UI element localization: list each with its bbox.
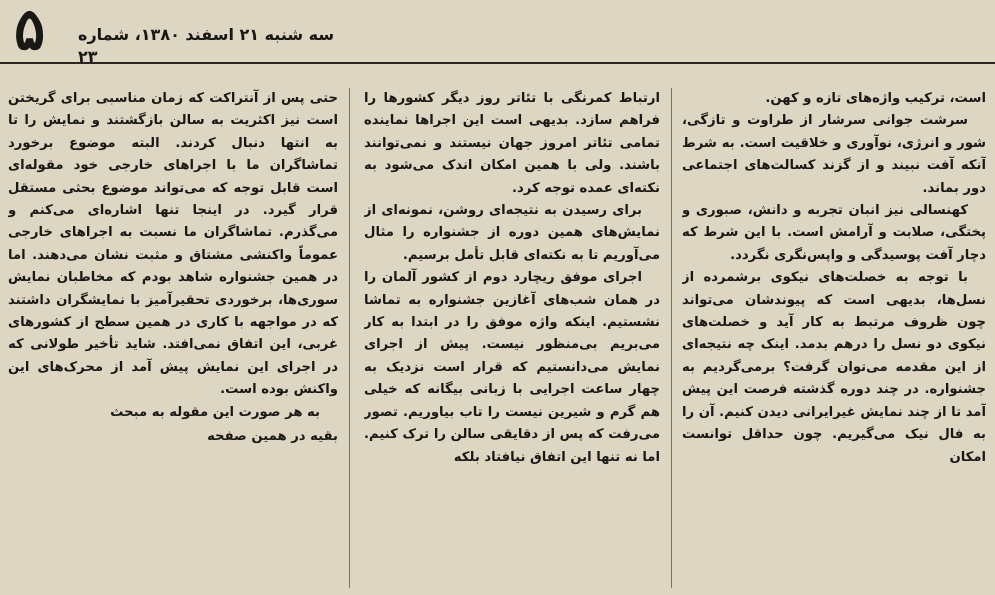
column-right	[682, 88, 986, 592]
paragraph: به هر صورت این مقوله به مبحث	[110, 404, 320, 420]
paragraph: حتی پس از آنتراکت که زمان مناسبی برای گریختن است نیز اکثریت به سالن بازگشتند و نمایش را تا به انتها دنبال کردند. البته موضوع برخورد تماشاگران ما با اجراهای خارجی خود مقوله‌ای است قابل توجه که می‌تواند موضوع بحثی مستقل قرار گیرد. در اینجا تنها اشاره‌ای می‌کنم و می‌گذرم. تماشاگران ما نسبت به اجراهای خارجی عموماً واکنشی مشتاق و مثبت نشان می‌دهند. اما در همین جشنواره شاهد بودم که مخاطبان نمایش سوری‌ها، برخوردی تحقیرآمیز با نمایشگران داشتند که در مواجهه با کاری در همین سطح از کشورهای غربی، این اتفاق نمی‌افتد. شاید تأخیر طولانی که در اجرای این نمایش پیش آمد از محرک‌های این واکنش بوده است.	[8, 91, 338, 398]
column-left	[8, 88, 338, 592]
paragraph: سرشت جوانی سرشار از طراوت و تازگی، شور و انرژی، نوآوری و خلاقیت است. به شرط آنکه آفت نبیند و از گزند کسالت‌های اجتماعی دور بماند.	[682, 113, 986, 196]
paragraph: با توجه به خصلت‌های نیکوی برشمرده از نسل‌ها، بدیهی است که پیوندشان می‌تواند چون ظروف مرتبط به کار آید و خصلت‌های نیکوی دو نسل را درهم بدمد. اینک چه نتیجه‌ای از این مقدمه می‌توان گرفت؟ برمی‌گردیم به جشنواره. در چند دوره گذشته فرصت این پیش آمد تا از چند نمایش غیرایرانی دیدن کنیم. آن را به فال نیک می‌گیریم. چون حداقل توانست امکان	[682, 270, 986, 465]
issue-date-line: سه شنبه ۲۱ اسفند ۱۳۸۰، شماره ۲۳	[78, 25, 335, 66]
paragraph: کهنسالی نیز انبان تجربه و دانش، صبوری و پختگی، صلابت و آرامش است. با این شرط که دچار آفت پوسیدگی و واپس‌نگری نگردد.	[682, 203, 986, 263]
paragraph: است، ترکیب واژه‌های تازه و کهن.	[765, 91, 986, 106]
paragraph: ارتباط کمرنگی با تئاتر روز دیگر کشورها را فراهم سازد. بدیهی است این اجراها نماینده تمامی تئاتر امروز جهان نیستند و نمی‌توانند باشند. ولی با همین امکان اندک می‌شود به نکته‌ای عمده توجه کرد.	[364, 91, 660, 196]
column-divider	[671, 88, 672, 588]
column-middle	[364, 88, 660, 592]
continued-note: بقیه در همین صفحه	[207, 429, 338, 445]
page-header	[0, 0, 995, 64]
paragraph: برای رسیدن به نتیجه‌ای روشن، نمونه‌ای از نمایش‌های همین دوره از جشنواره را مثال می‌آوریم تا به نکته‌ای قابل تأمل برسیم.	[364, 203, 660, 263]
page-number: ۵	[14, 0, 46, 63]
paragraph: اجرای موفق ریچارد دوم از کشور آلمان را در همان شب‌های آغازین جشنواره به تماشا نشستیم. اینکه واژه موفق را در ابتدا به کار می‌بریم بی‌منظور نیست. پیش از اجرای نمایش می‌دانستیم که قرار است نزدیک به چهار ساعت اجرایی با زبانی بیگانه که خیلی هم گرم و شیرین نیست را تاب بیاوریم. تصور می‌رفت که پس از دقایقی سالن را ترک کنیم. اما نه تنها این اتفاق نیافتاد بلکه	[364, 270, 660, 465]
column-divider	[349, 88, 350, 588]
article-columns	[8, 74, 988, 592]
